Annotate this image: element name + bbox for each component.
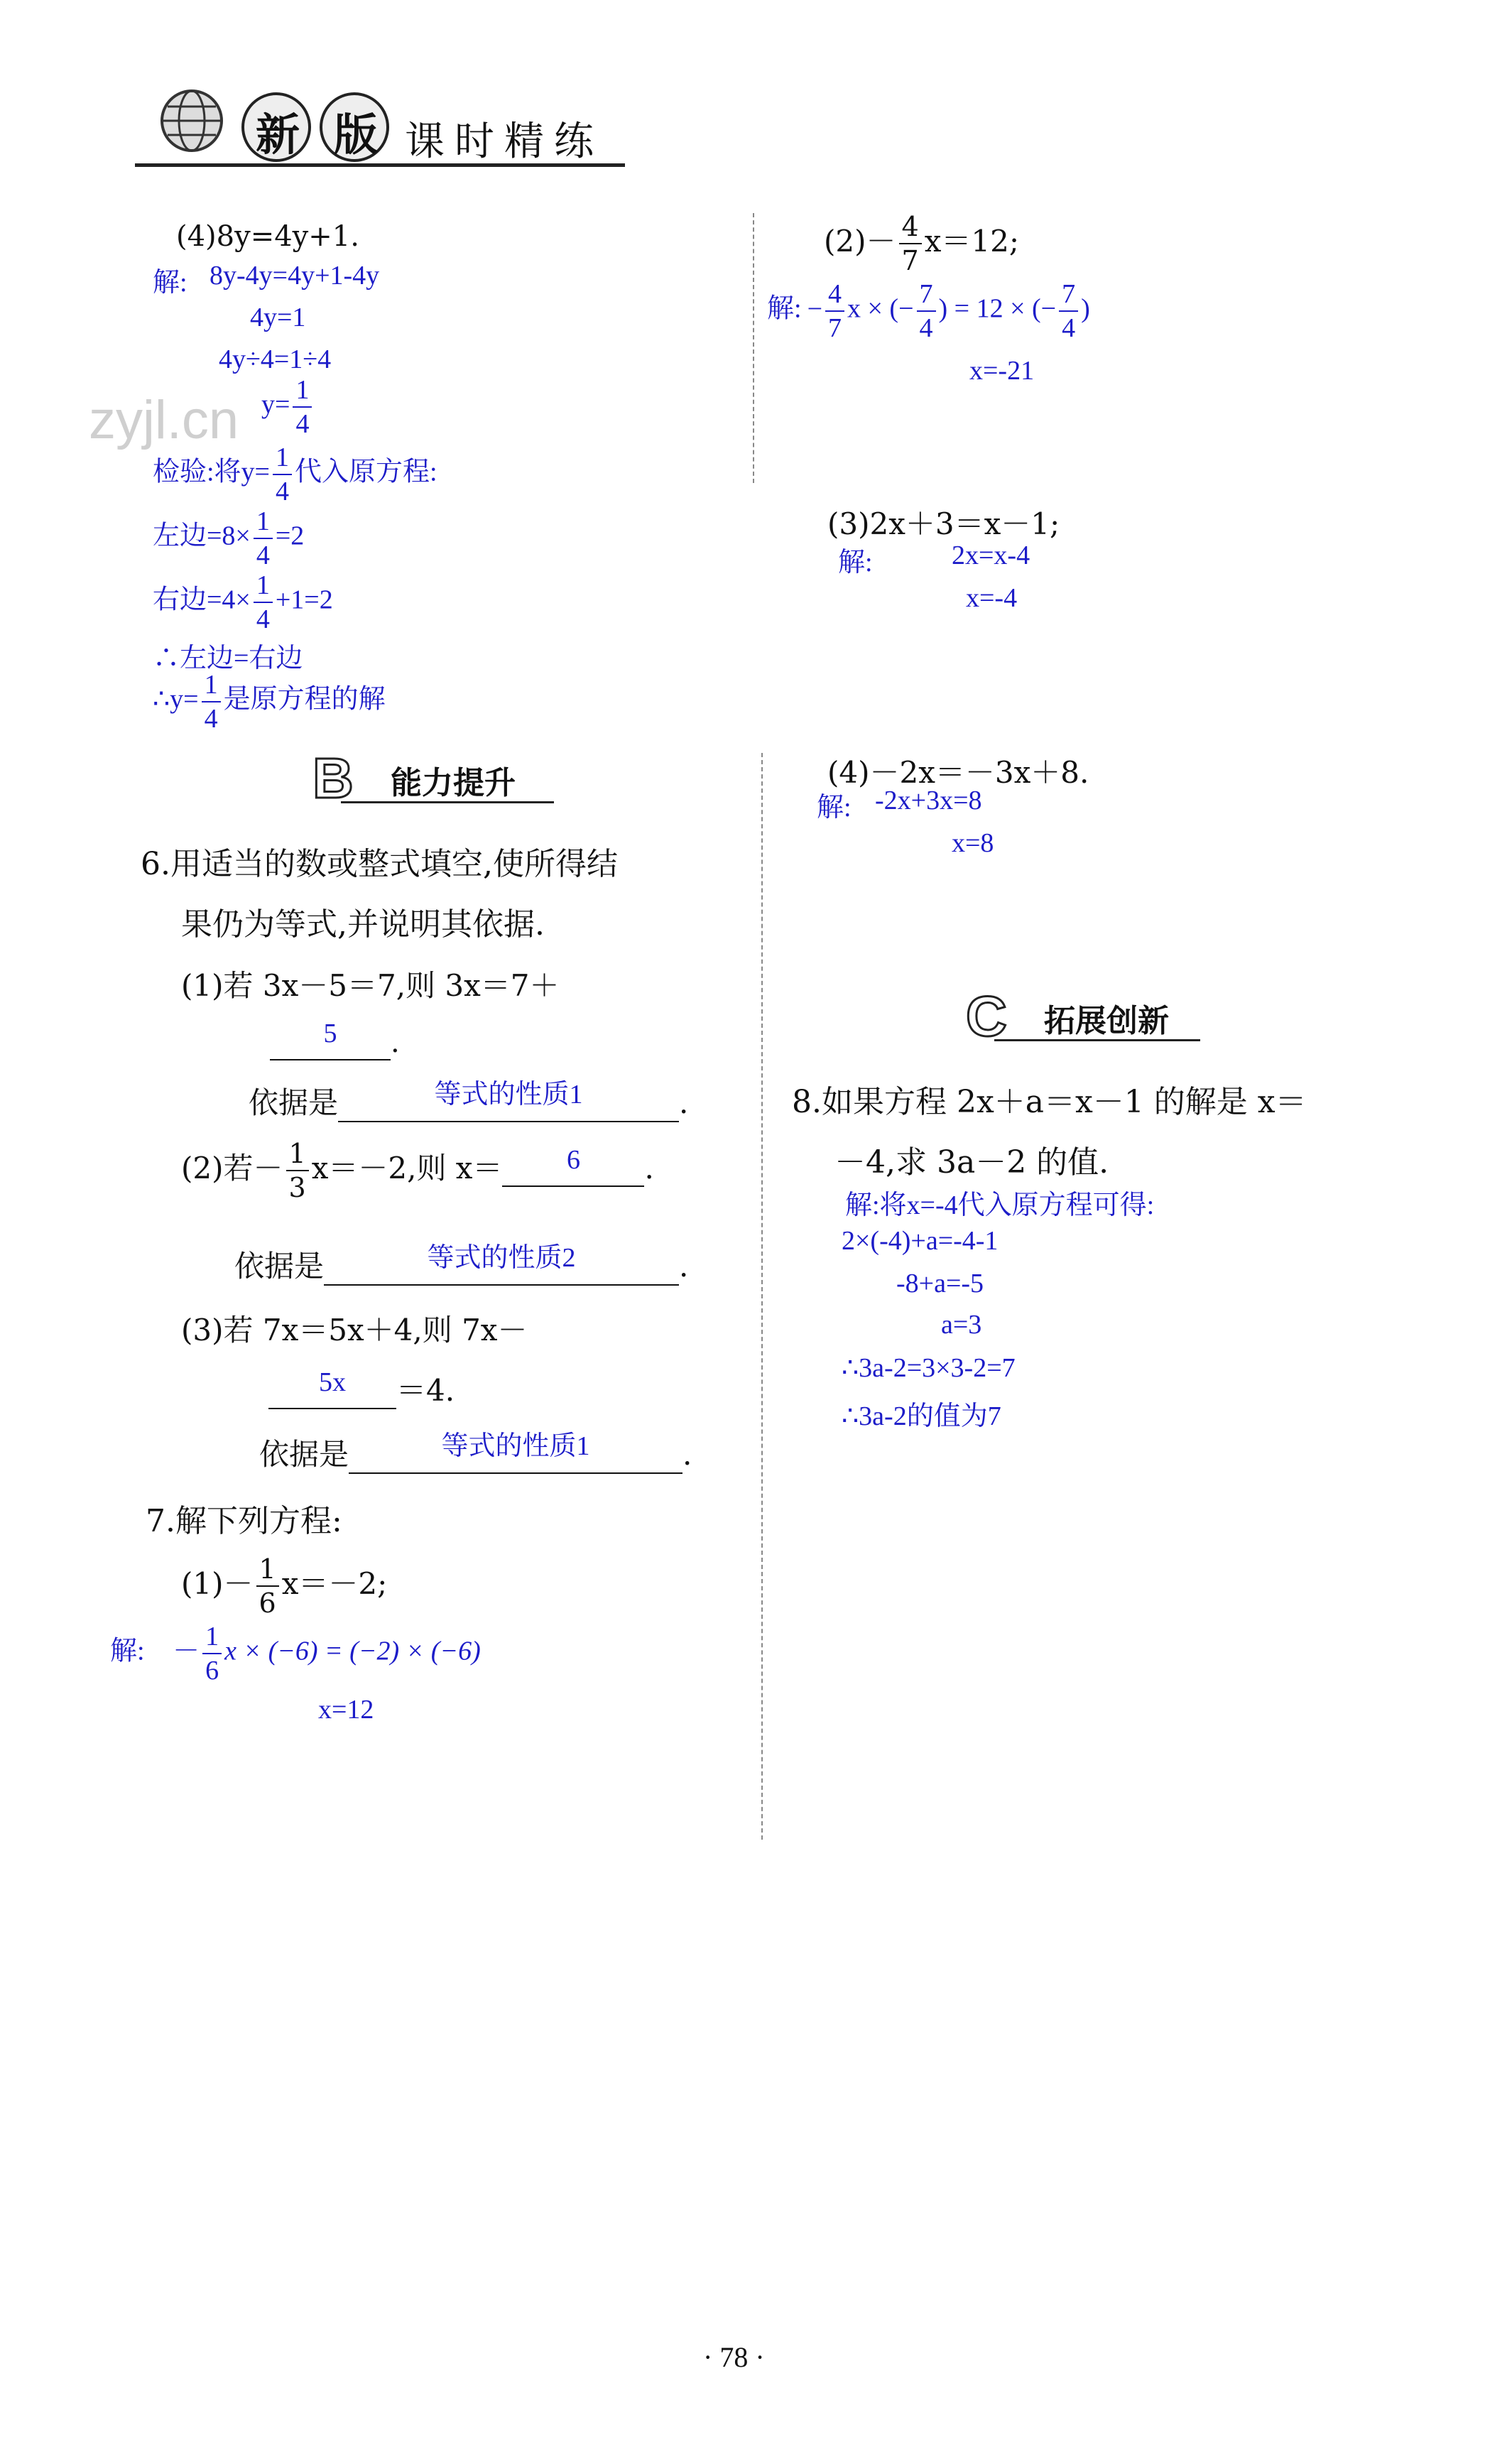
q5-4-left-side: 左边=8× $\frac{1}{4}$ =2 <box>153 506 305 570</box>
q5-4-label: (4)8y=4y+1. <box>176 220 359 253</box>
q6-part3-answer: 5x <box>319 1367 346 1397</box>
section-c-heading <box>966 984 1207 1055</box>
q7-stem: 7.解下列方程: <box>146 1503 342 1539</box>
q8-sol-1: 解:将x=-4代入原方程可得: <box>845 1190 1155 1220</box>
q7-part2-answer: x=-21 <box>969 356 1035 386</box>
header <box>135 71 632 185</box>
q5-4-conclusion: ∴y= $\frac{1}{4}$ 是原方程的解 <box>153 670 386 734</box>
q7-part1-answer: x=12 <box>318 1695 374 1725</box>
q6-part2: (2)若－ $\frac{1}{3}$ x＝－2,则 x＝ 6 . <box>181 1138 654 1203</box>
page-number: · 78 · <box>703 2341 765 2373</box>
q7-part2-solution: 解: − $\frac{4}{7}$ x × (− $\frac{7}{4}$ ) = 12 × (− $\frac{7}{4}$ ) <box>767 279 1090 343</box>
q5-4-step3: 4y÷4=1÷4 <box>219 344 332 374</box>
q8-sol-2: 2×(-4)+a=-4-1 <box>842 1226 999 1256</box>
q7-part3: (3)2x＋3＝x－1; <box>827 506 1060 541</box>
q7-part2: (2)－ $\frac{4}{7}$ x＝12; <box>824 211 1019 276</box>
watermark: zyjl.cn <box>89 390 239 450</box>
column-divider-bottom <box>761 753 763 1840</box>
q6-part3-basis: 依据是 等式的性质1 . <box>259 1431 692 1474</box>
section-b-heading <box>312 747 554 817</box>
q7-part4-step1: -2x+3x=8 <box>875 786 982 815</box>
section-b-title: 能力提升 <box>391 765 516 801</box>
section-b-letter: B <box>312 747 354 810</box>
globe-icon <box>156 85 227 156</box>
q5-4-right-side: 右边=4× $\frac{1}{4}$ +1=2 <box>153 570 333 634</box>
q6-part2-basis: 依据是 等式的性质2 . <box>234 1243 688 1286</box>
q5-4-check: 检验:将y= $\frac{1}{4}$ 代入原方程: <box>153 443 437 506</box>
q5-4-step1: 8y-4y=4y+1-4y <box>210 261 380 291</box>
column-divider-top <box>753 213 754 483</box>
q8-sol-4: a=3 <box>941 1310 982 1340</box>
q6-part3: (3)若 7x＝5x＋4,则 7x－ <box>181 1313 528 1347</box>
q5-4-step2: 4y=1 <box>250 303 306 332</box>
q6-stem-2: 果仍为等式,并说明其依据. <box>181 906 545 943</box>
q7-part3-step1: 2x=x-4 <box>952 541 1030 570</box>
q5-4-equal: ∴左边=右边 <box>153 644 303 673</box>
section-c-title: 拓展创新 <box>1044 1003 1169 1039</box>
q6-part1-answer-line: 5 . <box>270 1026 400 1060</box>
q8-stem-1: 8.如果方程 2x＋a＝x－1 的解是 x＝ <box>792 1084 1307 1120</box>
q8-sol-3: -8+a=-5 <box>896 1269 984 1298</box>
q7-part1: (1)－ $\frac{1}{6}$ x＝－2; <box>181 1553 388 1619</box>
q6-part2-answer: 6 <box>566 1145 580 1175</box>
q7-part3-sol-lead: 解: <box>838 548 873 577</box>
q6-part1: (1)若 3x－5＝7,则 3x＝7＋ <box>181 968 560 1003</box>
q6-part3-answer-line: 5x ＝4. <box>268 1367 455 1410</box>
q7-part3-step2: x=-4 <box>966 583 1018 613</box>
q7-part1-solution: 解: － $\frac{1}{6}$ x × (−6) = (−2) × (−6) <box>110 1622 481 1686</box>
q7-part4: (4)－2x＝－3x＋8. <box>827 755 1089 790</box>
q7-part4-sol-lead: 解: <box>817 793 852 823</box>
header-rule <box>135 163 625 167</box>
q8-sol-5: ∴3a-2=3×3-2=7 <box>842 1353 1016 1383</box>
q6-part1-basis: 依据是 等式的性质1 . <box>249 1080 688 1122</box>
q6-part1-basis-answer: 等式的性质1 <box>434 1080 583 1109</box>
q5-4-sol-lead: 解: <box>153 268 187 298</box>
q6-stem-1: 6.用适当的数或整式填空,使所得结 <box>141 846 618 882</box>
q6-part3-basis-answer: 等式的性质1 <box>441 1431 590 1461</box>
q7-part4-step2: x=8 <box>952 828 994 858</box>
header-title: 课时精练 <box>405 119 604 165</box>
brand-char-1: 新 <box>256 109 300 161</box>
section-c-letter: C <box>966 984 1007 1048</box>
q8-sol-6: ∴3a-2的值为7 <box>842 1401 1001 1431</box>
q5-4-step4: y= $\frac{1}{4}$ <box>261 376 315 438</box>
q8-stem-2: －4,求 3a－2 的值. <box>834 1144 1109 1181</box>
brand-char-2: 版 <box>334 109 379 161</box>
q6-part1-answer: 5 <box>323 1019 337 1048</box>
q6-part2-basis-answer: 等式的性质2 <box>427 1243 576 1273</box>
